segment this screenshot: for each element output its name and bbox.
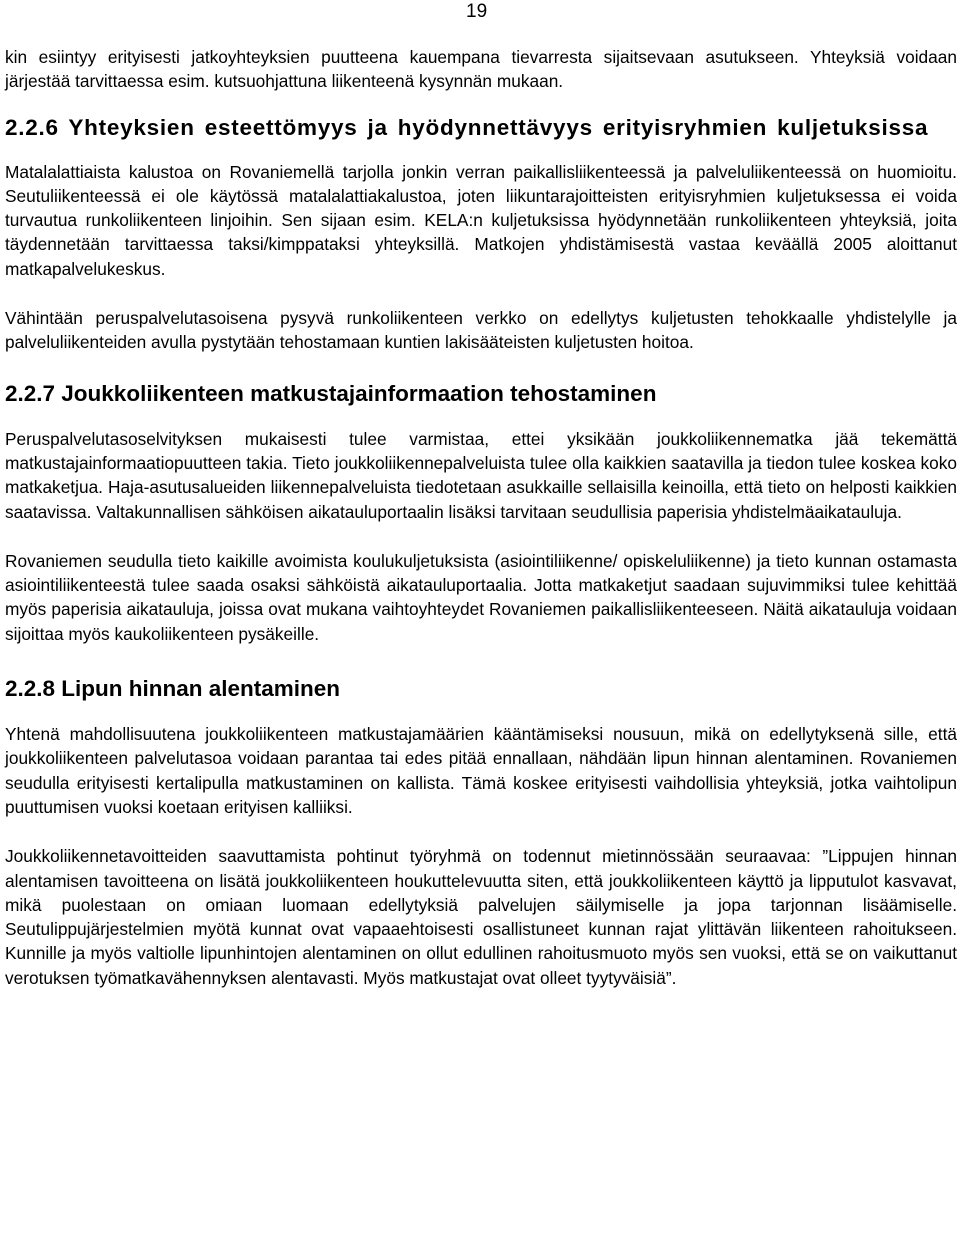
paragraph-2-2-7-2: Rovaniemen seudulla tieto kaikille avoimista koulukuljetuksista (asiointiliikenne/ opiskeluliikenne) ja tieto kunnan ostamasta asiointiliikenteestä tulee saada osaksi sähköistä aikatauluportaalia. Jotta matkaketjut saadaan sujuvimmiksi tulee kehittää myös paperisia aikatauluja, joissa ovat mukana vaihtoyhteydet Rovaniemen paikallisliikenteeseen. Näitä aikatauluja voidaan sijoittaa myös kaukoliikenteen pysäkeille. (5, 550, 957, 644)
paragraph-2-2-8-1: Yhtenä mahdollisuutena joukkoliikenteen matkustajamäärien kääntämiseksi nousuun, mikä on edellytyksenä sille, että joukkoliikenteen palvelutasoa voidaan parantaa tai edes pitää ennallaan, nähdään lipun hinnan alentaminen. Rovaniemen seudulla erityisesti kertalipulla matkustaminen on kallista. Tämä koskee erityisesti vaihdollisia yhteyksiä, jotka vaihtolipun puuttumisen vuoksi koetaan erityisen kalliiksi. (5, 724, 957, 817)
section-heading-2-2-6: 2.2.6 Yhteyksien esteettömyys ja hyödynnettävyys erityisryhmien kuljetuksissa (5, 114, 929, 140)
section-heading-2-2-7: 2.2.7 Joukkoliikenteen matkustajainformaation tehostaminen (5, 380, 657, 406)
paragraph-2-2-7-1: Peruspalvelutasoselvityksen mukaisesti tulee varmistaa, ettei yksikään joukkoliikennematka jää tekemättä matkustajainformaatiopuutteen takia. Tieto joukkoliikennepalveluista tulee olla kaikkien saatavilla ja tiedon tulee koskea koko matkaketjua. Haja-asutusalueiden liikennepalveluista tiedotetaan asukkaille sellaisilla keinoilla, että tieto on helposti kaikkien saatavissa. Valtakunnallisen sähköisen aikatauluportaalin lisäksi tarvitaan seudullisia paperisia yhdistelmäaikatauluja. (5, 428, 957, 522)
section-heading-2-2-8: 2.2.8 Lipun hinnan alentaminen (5, 676, 341, 702)
document-body (5, 45, 957, 990)
paragraph-2-2-6-2: Vähintään peruspalvelutasoisena pysyvä runkoliikenteen verkko on edellytys kuljetusten tehokkaalle yhdistelylle ja palveluliikenteiden avulla pystytään tehostamaan kuntien lakisääteisten kuljetusten hoitoa. (5, 308, 957, 353)
page-number: 19 (466, 1, 488, 22)
intro-paragraph: kin esiintyy erityisesti jatkoyhteyksien puutteena kauempana tievarresta sijaitsevaan asutukseen. Yhteyksiä voidaan järjestää tarvittaessa esim. kutsuohjattuna liikenteenä kysynnän mukaan. (5, 47, 957, 92)
paragraph-2-2-6-1: Matalalattiaista kalustoa on Rovaniemellä tarjolla jonkin verran paikallisliikenteessä ja palveluliikenteessä on huomioitu. Seutuliikenteessä ei ole käytössä matalalattiakalustoa, joten liikuntarajoitteisten erityisryhmien kuljetuksessa ei voida turvautua runkoliikenteen linjoihin. Sen sijaan esim. KELA:n kuljetuksissa hyödynnetään runkoliikenteen yhteyksiä, joita täydennetään tarvittaessa taksi/kimppataksi yhteyksillä. Matkojen yhdistämisestä vastaa keväällä 2005 aloittanut matkapalvelukeskus. (5, 161, 957, 279)
paragraph-2-2-8-2: Joukkoliikennetavoitteiden saavuttamista pohtinut työryhmä on todennut mietinnössään seuraavaa: ”Lippujen hinnan alentamisen tavoitteena on lisätä joukkoliikenteen houkuttelevuutta siten, että joukkoliikenteen käyttö ja lipputulot kasvavat, mikä puolestaan on omiaan luomaan edellytyksiä palvelujen säilymiselle ja jopa tarjonnan lisäämiselle. Seutulippujärjestelmien myötä kunnat ovat vapaaehtoisesti osallistuneet kunnan rajat ylittävän liikenteen rahoitukseen. Kunnille ja myös valtiolle lipunhintojen alentaminen on ollut edullinen rahoitusmuoto myös sen vuoksi, että se on vaikuttanut verotuksen työmatkavähennyksen alentavasti. Myös matkustajat ovat olleet tyytyväisiä”. (5, 846, 957, 988)
